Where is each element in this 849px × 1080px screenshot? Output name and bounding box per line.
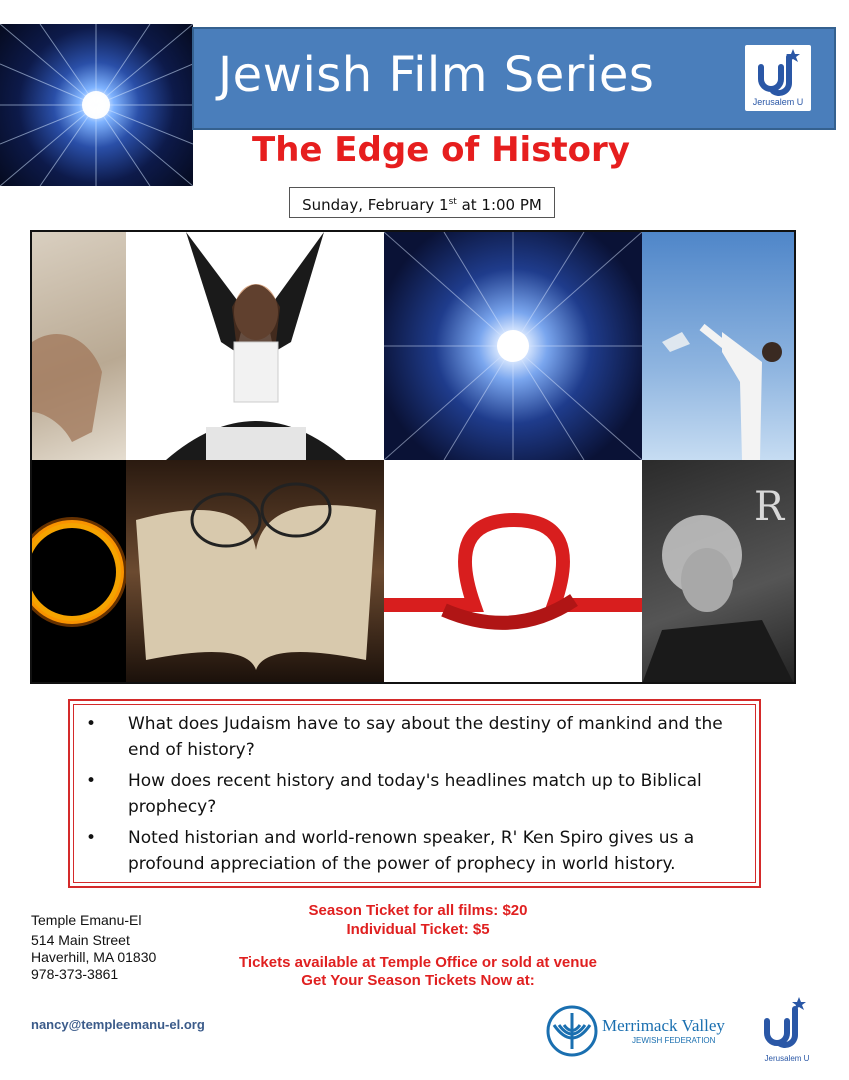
svg-text:Jerusalem U: Jerusalem U bbox=[764, 1054, 810, 1063]
description-box-inner bbox=[73, 704, 756, 883]
svg-text:Merrimack Valley: Merrimack Valley bbox=[602, 1016, 725, 1035]
svg-text:Jerusalem U: Jerusalem U bbox=[752, 97, 804, 107]
venue-name: Temple Emanu-El bbox=[31, 912, 142, 928]
starburst-photo bbox=[384, 232, 642, 460]
bullet-item bbox=[86, 768, 746, 820]
event-date bbox=[289, 187, 555, 218]
bullet-dot-icon: • bbox=[86, 714, 97, 734]
merrimack-valley-federation-logo[interactable] bbox=[546, 1003, 736, 1059]
photo-collage bbox=[30, 230, 796, 684]
venue-city: Haverhill, MA 01830 bbox=[31, 949, 157, 965]
jerusalem-u-logo bbox=[745, 45, 811, 111]
bullet-item bbox=[86, 711, 746, 763]
header-banner bbox=[192, 27, 836, 130]
bullet-dot-icon: • bbox=[86, 771, 97, 791]
businessman-paper-photo bbox=[642, 232, 794, 460]
bullet-text: What does Judaism have to say about the destiny of mankind and the end of history? bbox=[128, 714, 723, 760]
ticket-availability: Tickets available at Temple Office or sold at venue bbox=[239, 954, 597, 971]
date-time: at 1:00 PM bbox=[456, 196, 542, 214]
description-box bbox=[68, 699, 761, 888]
open-book-glasses-photo bbox=[126, 460, 384, 684]
date-text: Sunday, February 1 bbox=[302, 196, 449, 214]
svg-text:JEWISH FEDERATION: JEWISH FEDERATION bbox=[632, 1036, 716, 1045]
svg-text:R: R bbox=[754, 484, 785, 530]
venue-street: 514 Main Street bbox=[31, 932, 130, 948]
contact-email-link[interactable]: nancy@templeemanu-el.org bbox=[31, 1017, 205, 1032]
season-ticket-price: Season Ticket for all films: $20 bbox=[308, 902, 528, 919]
red-knot-photo bbox=[384, 460, 642, 684]
jerusalem-u-logo-bottom bbox=[757, 993, 817, 1065]
bullet-text: How does recent history and today's headlines match up to Biblical prophecy? bbox=[128, 771, 702, 817]
event-title: The Edge of History bbox=[252, 130, 630, 170]
page-title: Jewish Film Series bbox=[218, 47, 655, 103]
excited-woman-photo bbox=[126, 232, 384, 460]
bullet-item bbox=[86, 825, 746, 877]
date-ordinal: st bbox=[448, 197, 457, 207]
hands-photo bbox=[32, 232, 126, 460]
einstein-photo bbox=[642, 460, 794, 684]
season-ticket-cta: Get Your Season Tickets Now at: bbox=[301, 972, 535, 989]
individual-ticket-price: Individual Ticket: $5 bbox=[346, 921, 490, 938]
venue-phone: 978-373-3861 bbox=[31, 966, 119, 982]
eclipse-photo bbox=[32, 460, 126, 684]
starburst-image bbox=[0, 24, 193, 186]
bullet-text: Noted historian and world-renown speaker, R' Ken Spiro gives us a profound appreciation of the power of prophecy in world history. bbox=[128, 828, 695, 874]
bullet-dot-icon: • bbox=[86, 828, 97, 848]
